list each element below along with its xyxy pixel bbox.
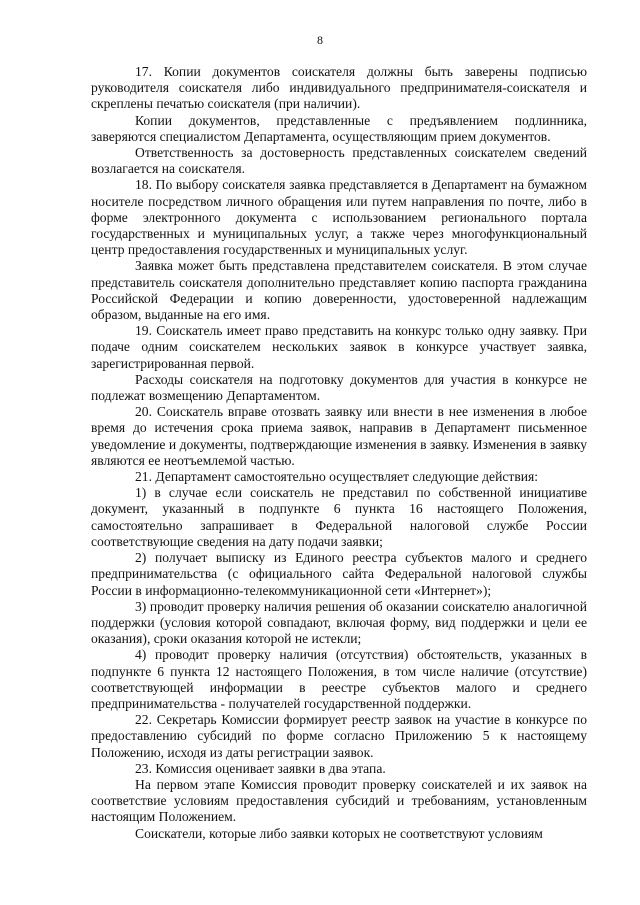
paragraph-copies-certification: Копии документов, представленные с предъявлением подлинника, заверяются специалистом Департамента, осуществляющим прием документов. [91, 112, 587, 144]
paragraph-22-registry: 22. Секретарь Комиссии формирует реестр заявок на участие в конкурсе по предоставлению субсидий по форме согласно Приложению 5 к настоящему Положению, исходя из даты регистрации заявок. [91, 712, 587, 760]
paragraph-18-submission: 18. По выбору соискателя заявка представляется в Департамент на бумажном носителе посредством личного обращения или путем направления по почте, либо в форме электронного документа с использованием регионального портала государственных и муниципальных услуг, а также через многофункциональный центр предоставления государственных и муниципальных услуг. [91, 177, 587, 258]
document-body [91, 64, 587, 842]
list-item-21-1: 1) в случае если соискатель не представил по собственной инициативе документ, указанный в подпункте 6 пункта 16 настоящего Положения, самостоятельно запрашивает в Федеральной налоговой службе России соответствующие сведения на дату подачи заявки; [91, 485, 587, 549]
paragraph-19-one-application: 19. Соискатель имеет право представить на конкурс только одну заявку. При подаче одним соискателем нескольких заявок в конкурсе участвует заявка, зарегистрированная первой. [91, 323, 587, 371]
paragraph-23-two-stages: 23. Комиссия оценивает заявки в два этапа. [135, 760, 386, 776]
list-item-21-4: 4) проводит проверку наличия (отсутствия) обстоятельств, указанных в подпункте 6 пункта 12 настоящего Положения, в том числе наличие (отсутствие) соответствующей информации в реестре субъектов малого и среднего предпринимательства - получателей государственной поддержки. [91, 647, 587, 711]
paragraph-expenses: Расходы соискателя на подготовку документов для участия в конкурсе не подлежат возмещению Департаментом. [91, 371, 587, 404]
paragraph-20-withdraw: 20. Соискатель вправе отозвать заявку или внести в нее изменения в любое время до истечения срока приема заявок, направив в Департамент письменное уведомление и документы, подтверждающие изменения в заявку. Изменения в заявку являются ее неотъемлемой частью. [91, 404, 587, 468]
list-item-21-2: 2) получает выписку из Единого реестра субъектов малого и среднего предпринимательства (с официального сайта Федеральной налоговой службы России в информационно-телекоммуникационной сети «Интернет»); [91, 550, 587, 598]
paragraph-first-stage: На первом этапе Комиссия проводит проверку соискателей и их заявок на соответствие условиям предоставления субсидий и требованиям, установленным настоящим Положением. [91, 776, 587, 825]
paragraph-nonconforming: Соискатели, которые либо заявки которых не соответствуют условиям [135, 825, 543, 841]
list-item-21-3: 3) проводит проверку наличия решения об оказании соискателю аналогичной поддержки (условия которой совпадают, включая форму, вид поддержки и цели ее оказания), сроки оказания которой не истекли; [91, 598, 587, 647]
paragraph-17-copies: 17. Копии документов соискателя должны быть заверены подписью руководителя соискателя либо индивидуального предпринимателя-соискателя и скреплены печатью соискателя (при наличии). [91, 64, 587, 112]
paragraph-responsibility: Ответственность за достоверность представленных соискателем сведений возлагается на соискателя. [91, 145, 587, 177]
paragraph-representative: Заявка может быть представлена представителем соискателя. В этом случае представитель соискателя дополнительно представляет копию паспорта гражданина Российской Федерации и копию доверенности, удостоверенной надлежащим образом, выданные на его имя. [91, 258, 587, 323]
page-number: 8 [317, 33, 323, 47]
paragraph-21-department-actions: 21. Департамент самостоятельно осуществляет следующие действия: [135, 469, 539, 485]
